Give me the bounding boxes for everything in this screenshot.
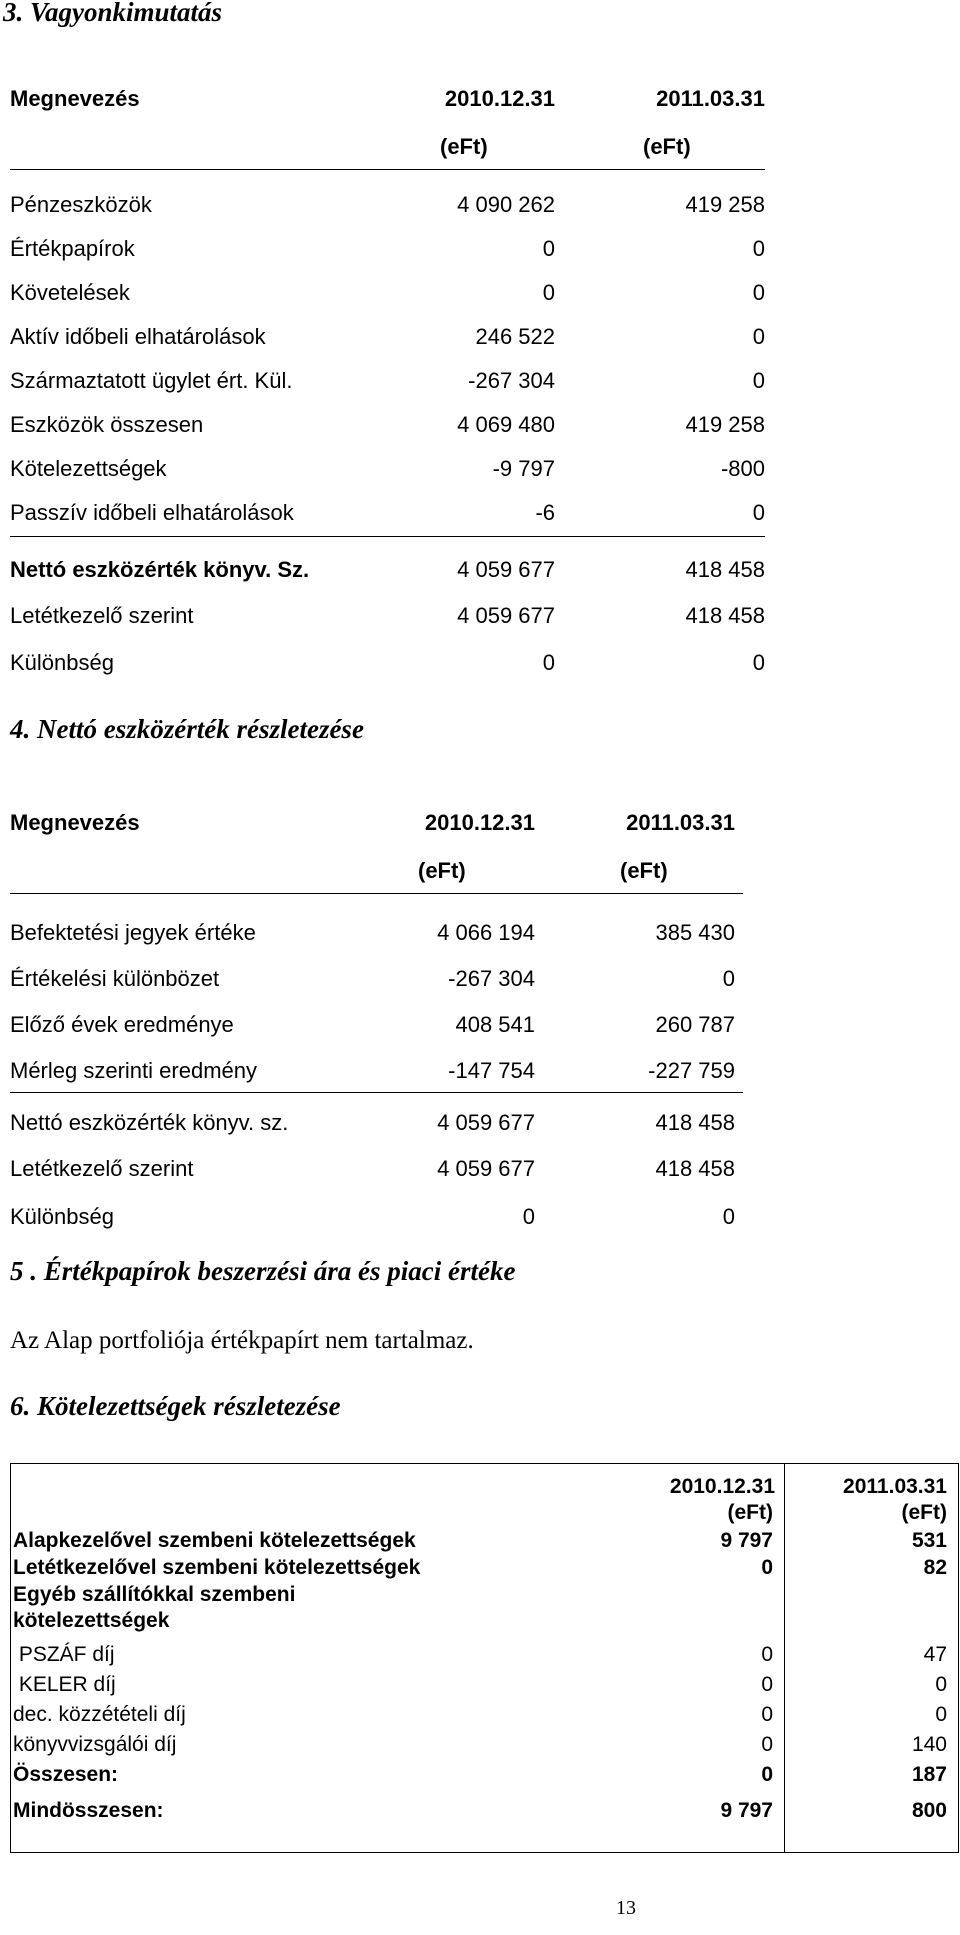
row-value-2010: 4 059 677: [437, 1156, 535, 1181]
row-value-2010: 4 059 677: [437, 1110, 535, 1135]
row-value-2010: 9 797: [720, 1529, 773, 1552]
row-label: PSZÁF díj: [13, 1643, 115, 1666]
row-label: Előző évek eredménye: [10, 1012, 234, 1037]
row-label: Különbség: [10, 650, 114, 675]
row-value-2011: 0: [935, 1673, 947, 1696]
row-label: Eszközök összesen: [10, 412, 204, 437]
row-value-2010: 0: [522, 1204, 535, 1229]
row-label: könyvvizsgálói díj: [13, 1733, 177, 1756]
table-row: [10, 910, 745, 956]
row-value-2011: 187: [911, 1763, 947, 1786]
row-value-2010: -9 797: [492, 456, 555, 481]
row-label: kötelezettségek: [13, 1609, 170, 1632]
row-label: Mérleg szerinti eredmény: [10, 1058, 257, 1083]
row-value-2010: -267 304: [448, 966, 535, 991]
row-value-2010: 246 522: [475, 324, 555, 349]
section4-header-row: [10, 800, 760, 846]
row-label: Kötelezettségek: [10, 456, 167, 481]
row-label: Letétkezelővel szembeni kötelezettségek: [13, 1556, 421, 1579]
row-value-2011: 419 258: [685, 412, 765, 437]
row-label: Alapkezelővel szembeni kötelezettségek: [13, 1529, 416, 1552]
table-row: [10, 1146, 745, 1192]
row-label: Passzív időbeli elhatárolások: [10, 500, 294, 525]
row-value-2011: 0: [722, 1204, 735, 1229]
col-date2-header: 2011.03.31: [843, 1475, 947, 1498]
row-value-2010: 4 066 194: [437, 920, 535, 945]
row-label: Nettó eszközérték könyv. Sz.: [10, 557, 310, 582]
row-label: KELER díj: [13, 1673, 116, 1696]
row-value-2010: 0: [542, 280, 555, 305]
row-value-2011: 0: [752, 368, 765, 393]
row-value-2011: 418 458: [655, 1110, 735, 1135]
section4-heading: 4. Nettó eszközérték részletezése: [10, 714, 364, 744]
row-label: Aktív időbeli elhatárolások: [10, 324, 266, 349]
table-row: [10, 1100, 745, 1146]
row-value-2011: -227 759: [648, 1058, 735, 1083]
section5-text: Az Alap portfoliója értékpapírt nem tartalmaz.: [10, 1327, 474, 1354]
row-label: Letétkezelő szerint: [10, 603, 194, 628]
section3-header-divider: [10, 169, 765, 170]
row-label: Befektetési jegyek értéke: [10, 920, 256, 945]
row-value-2010: -6: [535, 500, 555, 525]
table-row: [10, 593, 765, 639]
row-label: Származtatott ügylet ért. Kül.: [10, 368, 293, 393]
unit1-header: (eFt): [727, 1501, 773, 1524]
row-value-2011: 140: [911, 1733, 947, 1756]
row-value-2010: 0: [761, 1703, 773, 1726]
unit2-header: (eFt): [620, 858, 668, 883]
row-value-2011: 0: [935, 1703, 947, 1726]
row-value-2011: 47: [923, 1643, 947, 1666]
row-label: Letétkezelő szerint: [10, 1156, 194, 1181]
row-value-2010: 0: [761, 1733, 773, 1756]
unit1-header: (eFt): [440, 134, 488, 159]
section3-total-divider: [10, 536, 765, 537]
row-value-2011: 418 458: [655, 1156, 735, 1181]
row-value-2011: 800: [911, 1799, 947, 1822]
row-value-2011: 0: [752, 280, 765, 305]
table-row: [10, 226, 765, 272]
row-label: Pénzeszközök: [10, 192, 152, 217]
table-row: [10, 547, 765, 593]
row-value-2011: 531: [911, 1529, 947, 1552]
row-label: Mindösszesen:: [13, 1799, 164, 1822]
table-row: [10, 1194, 745, 1240]
table-row: [10, 1048, 745, 1094]
row-value-2010: 0: [761, 1643, 773, 1666]
col-name-header: Megnevezés: [10, 810, 140, 835]
row-value-2010: 0: [761, 1556, 773, 1579]
row-value-2010: -147 754: [448, 1058, 535, 1083]
col-date2-header: 2011.03.31: [626, 810, 735, 835]
section3-unit-row: [10, 124, 760, 170]
table-row: [10, 182, 765, 228]
row-label: Nettó eszközérték könyv. sz.: [10, 1110, 289, 1135]
section3-heading: 3. Vagyonkimutatás: [3, 0, 223, 27]
col-name-header: Megnevezés: [10, 86, 140, 111]
table-row: [10, 270, 765, 316]
row-value-2011: 419 258: [685, 192, 765, 217]
unit2-header: (eFt): [901, 1501, 947, 1524]
row-value-2010: 4 059 677: [457, 557, 555, 582]
col-date1-header: 2010.12.31: [444, 86, 555, 111]
row-value-2011: 418 458: [685, 557, 765, 582]
row-value-2011: 0: [752, 324, 765, 349]
section6-heading: 6. Kötelezettségek részletezése: [10, 1391, 341, 1421]
row-value-2010: 4 069 480: [457, 412, 555, 437]
row-value-2011: 385 430: [655, 920, 735, 945]
table-row: [10, 358, 765, 404]
table-row: [10, 402, 765, 448]
col-date1-header: 2010.12.31: [669, 1475, 775, 1498]
section6-table: [10, 1463, 959, 1853]
row-value-2011: 0: [752, 650, 765, 675]
row-label: Értékelési különbözet: [10, 966, 220, 991]
table-row: [10, 956, 745, 1002]
row-value-2010: -267 304: [468, 368, 555, 393]
section4-header-divider: [10, 893, 743, 894]
row-value-2010: 408 541: [455, 1012, 535, 1037]
table-row: [10, 314, 765, 360]
row-value-2010: 4 059 677: [457, 603, 555, 628]
unit1-header: (eFt): [418, 858, 466, 883]
row-value-2010: 0: [542, 236, 555, 261]
section5-heading: 5 . Értékpapírok beszerzési ára és piaci értéke: [10, 1256, 516, 1286]
row-value-2010: 0: [761, 1763, 773, 1786]
row-value-2010: 0: [761, 1673, 773, 1696]
page-number: 13: [616, 1897, 636, 1919]
row-value-2011: -800: [720, 456, 765, 481]
row-label: Követelések: [10, 280, 130, 305]
table-row: [10, 1002, 745, 1048]
section4-unit-row: [10, 848, 760, 894]
row-value-2011: 0: [752, 500, 765, 525]
row-label: dec. közzétételi díj: [13, 1703, 186, 1726]
row-value-2011: 82: [923, 1556, 947, 1579]
row-value-2011: 0: [752, 236, 765, 261]
row-label: Egyéb szállítókkal szembeni: [13, 1583, 296, 1606]
row-value-2011: 0: [722, 966, 735, 991]
section4-total-divider: [10, 1092, 743, 1093]
row-label: Összesen:: [13, 1763, 119, 1786]
row-label: Különbség: [10, 1204, 114, 1229]
unit2-header: (eFt): [643, 134, 691, 159]
table-row: [10, 490, 765, 536]
row-value-2010: 0: [542, 650, 555, 675]
table-row: [10, 640, 765, 686]
row-value-2011: 418 458: [685, 603, 765, 628]
col-date2-header: 2011.03.31: [656, 86, 765, 111]
row-value-2011: 260 787: [655, 1012, 735, 1037]
row-label: Értékpapírok: [10, 236, 135, 261]
col-date1-header: 2010.12.31: [424, 810, 535, 835]
section6-column-divider: [784, 1464, 785, 1852]
section3-header-row: [10, 76, 765, 122]
table-row: [10, 446, 765, 492]
row-value-2010: 4 090 262: [457, 192, 555, 217]
row-value-2010: 9 797: [720, 1799, 773, 1822]
